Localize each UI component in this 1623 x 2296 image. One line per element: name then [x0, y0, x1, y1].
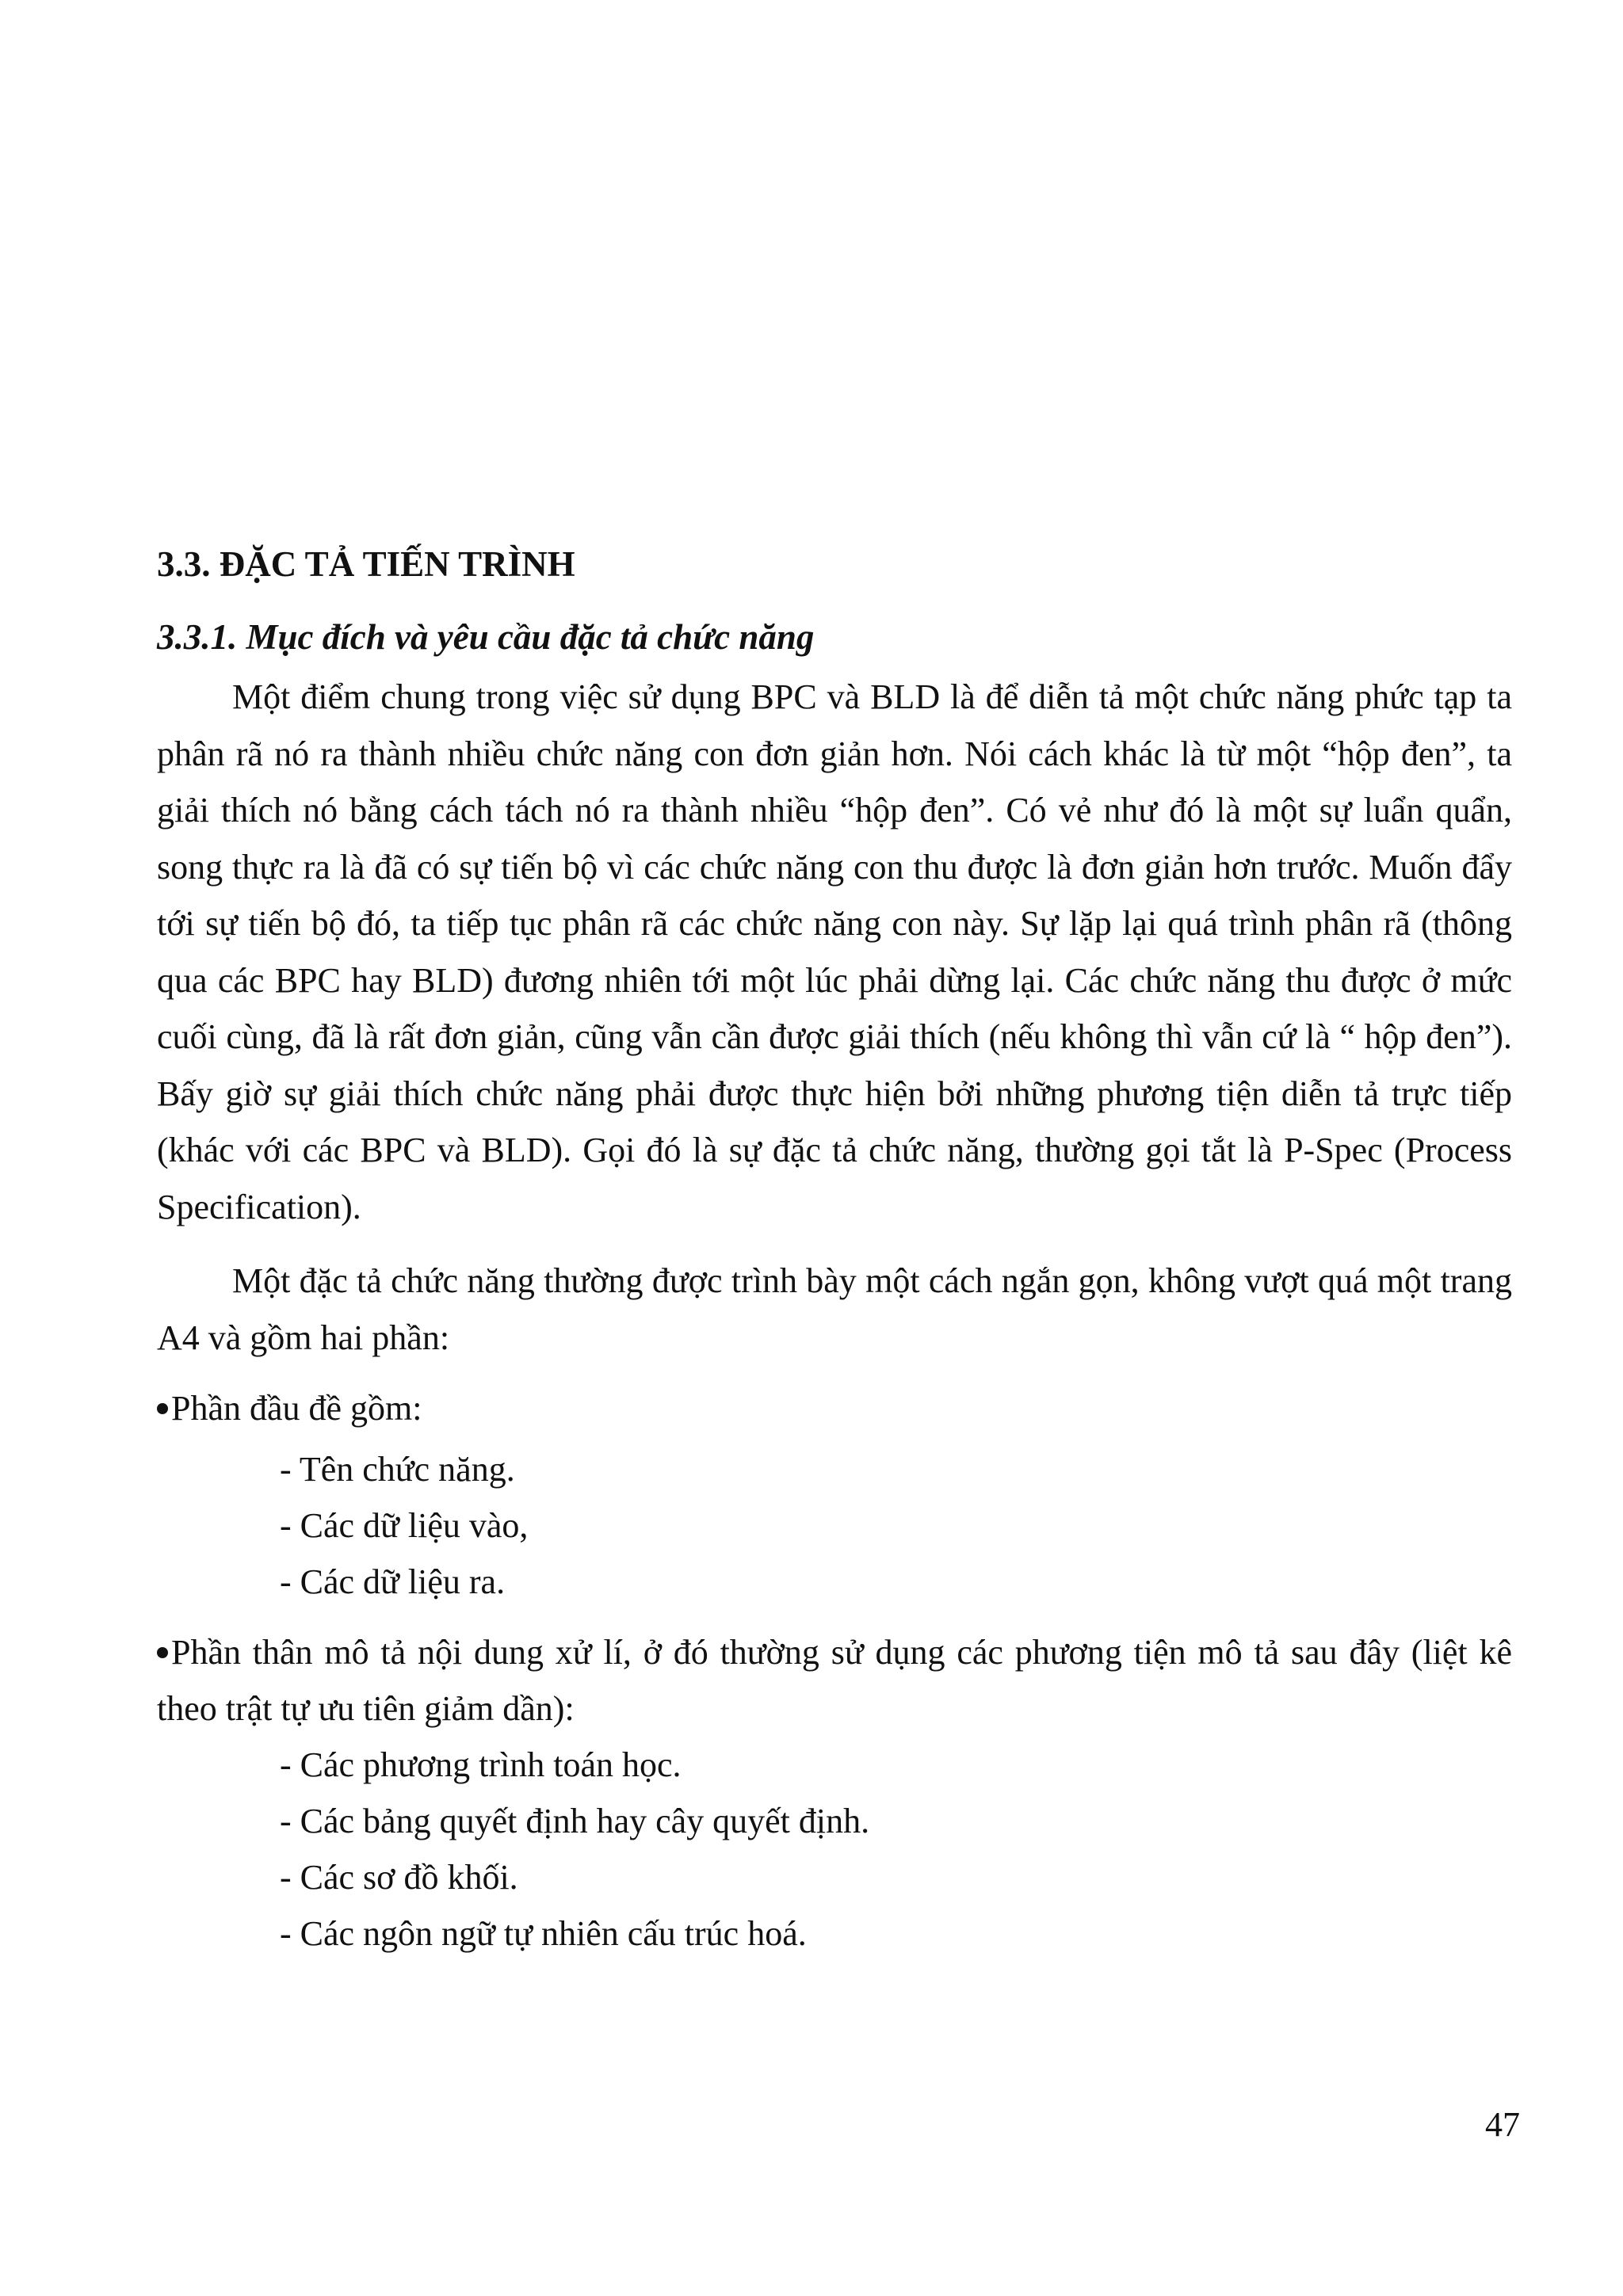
list-item: - Các dữ liệu ra.: [280, 1562, 506, 1601]
bullet-item-body: [157, 1624, 1512, 1737]
list-item: - Các dữ liệu vào,: [280, 1506, 529, 1545]
body-sub-list: [157, 1737, 1512, 1962]
subsection-heading: 3.3.1. Mục đích và yêu cầu đặc tả chức năng: [157, 617, 815, 657]
bullet-item-header: [157, 1380, 1512, 1436]
page-content: [157, 532, 1512, 1962]
bullet-icon: [157, 1403, 168, 1414]
list-item: - Các phương trình toán học.: [280, 1745, 682, 1784]
page-number: 47: [1485, 2105, 1520, 2144]
list-item: - Các sơ đồ khối.: [280, 1858, 518, 1897]
list-item: - Tên chức năng.: [280, 1450, 515, 1489]
header-sub-list: [157, 1441, 1512, 1610]
section-heading: 3.3. ĐẶC TẢ TIẾN TRÌNH: [157, 544, 575, 584]
list-item: - Các bảng quyết định hay cây quyết định.: [280, 1802, 870, 1840]
bullet-icon: [157, 1647, 168, 1658]
body-paragraph-2: Một đặc tả chức năng thường được trình bày một cách ngắn gọn, không vượt quá một trang A4 và gồm hai phần:: [157, 1261, 1512, 1357]
body-paragraph-1: Một điểm chung trong việc sử dụng BPC và BLD là để diễn tả một chức năng phức tạp ta phân rã nó ra thành nhiều chức năng con đơn giản hơn. Nói cách khác là từ một “hộp đen”, ta giải thích nó bằng cách tách nó ra thành nhiều “hộp đen”. Có vẻ như đó là một sự luẩn quẩn, song thực ra là đã có sự tiến bộ vì các chức năng con thu được là đơn giản hơn trước. Muốn đẩy tới sự tiến bộ đó, ta tiếp tục phân rã các chức năng con này. Sự lặp lại quá trình phân rã (thông qua các BPC hay BLD) đương nhiên tới một lúc phải dừng lại. Các chức năng thu được ở mức cuối cùng, đã là rất đơn giản, cũng vẫn cần được giải thích (nếu không thì vẫn cứ là “ hộp đen”). Bấy giờ sự giải thích chức năng phải được thực hiện bởi những phương tiện diễn tả trực tiếp (khác với các BPC và BLD). Gọi đó là sự đặc tả chức năng, thường gọi tắt là P-Spec (Process Specification).: [157, 677, 1512, 1226]
list-item: - Các ngôn ngữ tự nhiên cấu trúc hoá.: [280, 1914, 807, 1953]
bullet-text: Phần đầu đề gồm:: [171, 1389, 422, 1428]
bullet-text: Phần thân mô tả nội dung xử lí, ở đó thường sử dụng các phương tiện mô tả sau đây (liệt kê theo trật tự ưu tiên giảm dần):: [157, 1633, 1512, 1728]
